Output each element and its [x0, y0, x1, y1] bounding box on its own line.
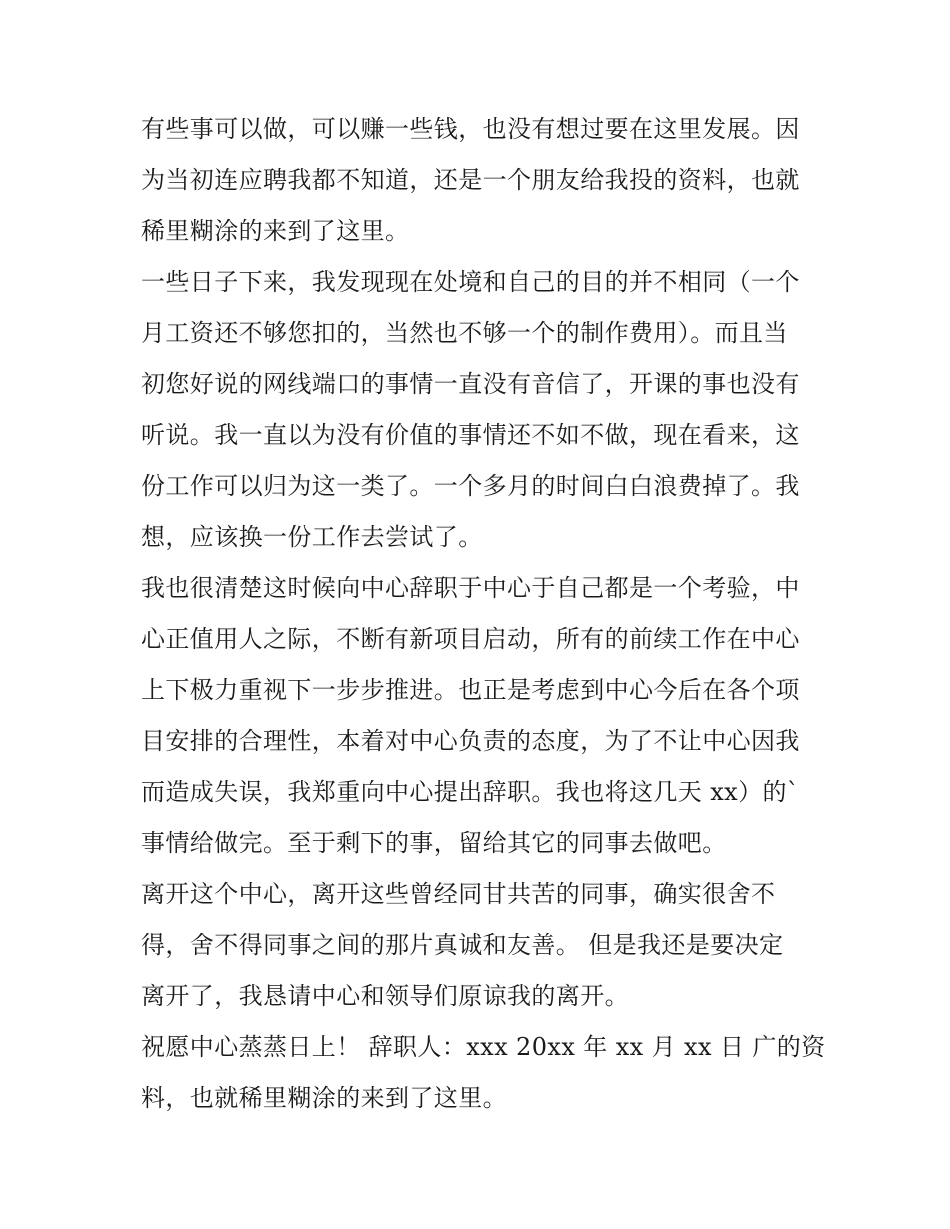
text-line: 目安排的合理性，本着对中心负责的态度，为了不让中心因我: [141, 727, 800, 755]
text-line: 有些事可以做，可以赚一些钱，也没有想过要在这里发展。因: [141, 115, 800, 143]
text-line: 料，也就稀里糊涂的来到了这里。: [141, 1084, 507, 1112]
text-line: 离开这个中心，离开这些曾经同甘共苦的同事，确实很舍不: [141, 880, 776, 908]
text-line: 我也很清楚这时候向中心辞职于中心于自己都是一个考验，中: [141, 574, 800, 602]
text-line: 祝愿中心蒸蒸日上！ 辞职人：xxx 20xx 年 xx 月 xx 日 广的资: [141, 1033, 826, 1061]
text-line: 事情给做完。至于剩下的事，留给其它的同事去做吧。: [141, 829, 727, 857]
text-line: 月工资还不够您扣的，当然也不够一个的制作费用）。而且当: [141, 319, 788, 347]
text-line: 一些日子下来，我发现现在处境和自己的目的并不相同（一个: [141, 268, 800, 296]
text-line: 上下极力重视下一步步推进。也正是考虑到中心今后在各个项: [141, 676, 800, 704]
text-line: 稀里糊涂的来到了这里。: [141, 217, 410, 245]
text-line: 份工作可以归为这一类了。一个多月的时间白白浪费掉了。我: [141, 472, 800, 500]
text-line: 想，应该换一份工作去尝试了。: [141, 523, 483, 551]
text-line: 心正值用人之际，不断有新项目启动，所有的前续工作在中心: [141, 625, 800, 653]
text-line: 为当初连应聘我都不知道，还是一个朋友给我投的资料，也就: [141, 166, 800, 194]
text-line: 初您好说的网线端口的事情一直没有音信了，开课的事也没有: [141, 370, 800, 398]
text-line: 离开了，我恳请中心和领导们原谅我的离开。: [141, 982, 629, 1010]
document-body: [141, 104, 826, 1124]
text-line: 得，舍不得同事之间的那片真诚和友善。 但是我还是要决定: [141, 931, 784, 959]
text-line: 而造成失误，我郑重向中心提出辞职。我也将这几天 xx）的`: [141, 778, 800, 806]
text-line: 听说。我一直以为没有价值的事情还不如不做，现在看来，这: [141, 421, 800, 449]
